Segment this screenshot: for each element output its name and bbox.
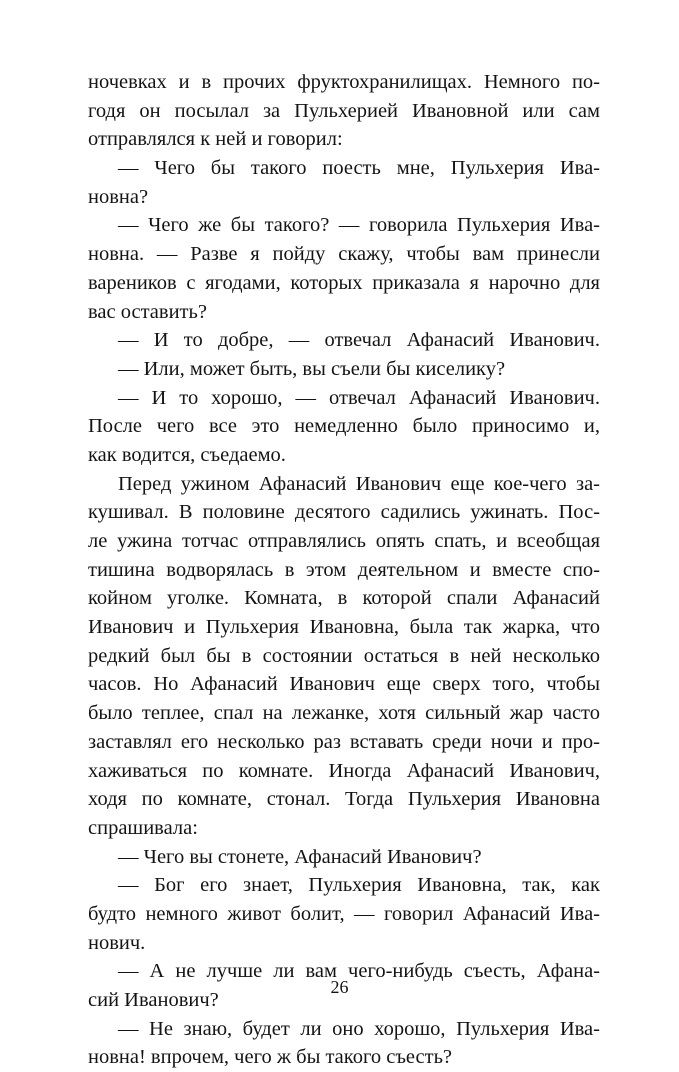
text-line: новна. — Разве я пойду скажу, чтобы вам принесли — [88, 243, 600, 266]
text-line: Перед ужином Афанасий Иванович еще кое-чего за- — [118, 472, 600, 495]
text-line: отправлялся к ней и говорил: — [88, 128, 343, 151]
text-line: новна? — [88, 185, 149, 208]
text-line: часов. Но Афанасий Иванович еще сверх того, чтобы — [88, 673, 600, 696]
text-line: — И то хорошо, — отвечал Афанасий Иванович. — [118, 386, 600, 409]
text-line: годя он посылал за Пульхерией Ивановной или сам — [88, 99, 600, 122]
text-line: новна! впрочем, чего ж бы такого съесть? — [88, 1046, 453, 1069]
body-text — [88, 68, 600, 1072]
text-line: спрашивала: — [88, 816, 198, 839]
page-number: 26 — [330, 977, 349, 997]
text-line: кушивал. В половине десятого садились ужинать. Пос- — [88, 501, 600, 524]
text-line: вареников с ягодами, которых приказала я нарочно для — [88, 271, 600, 294]
text-line: койном уголке. Комната, в которой спали Афанасий — [88, 587, 600, 610]
text-line: вас оставить? — [88, 300, 207, 323]
text-line: сий Иванович? — [88, 989, 219, 1011]
text-line: нович. — [88, 931, 146, 954]
text-line: ле ужина тотчас отправлялись опять спать, и всеобщая — [88, 530, 600, 552]
text-line: редкий был бы в состоянии остаться в ней несколько — [88, 644, 600, 667]
text-line: — Бог его знает, Пульхерия Ивановна, так, как — [118, 874, 600, 897]
text-line: — Чего вы стонете, Афанасий Иванович? — [118, 845, 482, 868]
text-line: — Чего же бы такого? — говорила Пульхерия Ива- — [118, 214, 600, 237]
text-line: было теплее, спал на лежанке, хотя сильный жар часто — [88, 702, 600, 725]
text-line: Иванович и Пульхерия Ивановна, была так жарка, что — [88, 616, 600, 639]
text-line: тишина водворялась в этом деятельном и вместе спо- — [88, 558, 600, 581]
text-line: — Не знаю, будет ли оно хорошо, Пульхерия Ива- — [118, 1017, 600, 1040]
text-line: ночевках и в прочих фруктохранилищах. Немного по- — [88, 71, 600, 93]
text-line: как водится, съедаемо. — [88, 443, 286, 466]
text-line: — И то добре, — отвечал Афанасий Иванович. — [118, 329, 600, 352]
text-line: будто немного живот болит, — говорил Афанасий Ива- — [88, 902, 600, 925]
text-line: заставлял его несколько раз вставать среди ночи и про- — [88, 730, 600, 753]
text-line: хаживаться по комнате. Иногда Афанасий Иванович, — [88, 759, 600, 782]
text-line: — Чего бы такого поесть мне, Пульхерия Ива- — [118, 157, 600, 180]
text-line: ходя по комнате, стонал. Тогда Пульхерия Ивановна — [88, 788, 600, 811]
text-line: — Или, может быть, вы съели бы киселику? — [118, 357, 506, 380]
text-line: — А не лучше ли вам чего-нибудь съесть, Афана- — [118, 960, 600, 983]
text-line: После чего все это немедленно было приносимо и, — [88, 415, 600, 438]
